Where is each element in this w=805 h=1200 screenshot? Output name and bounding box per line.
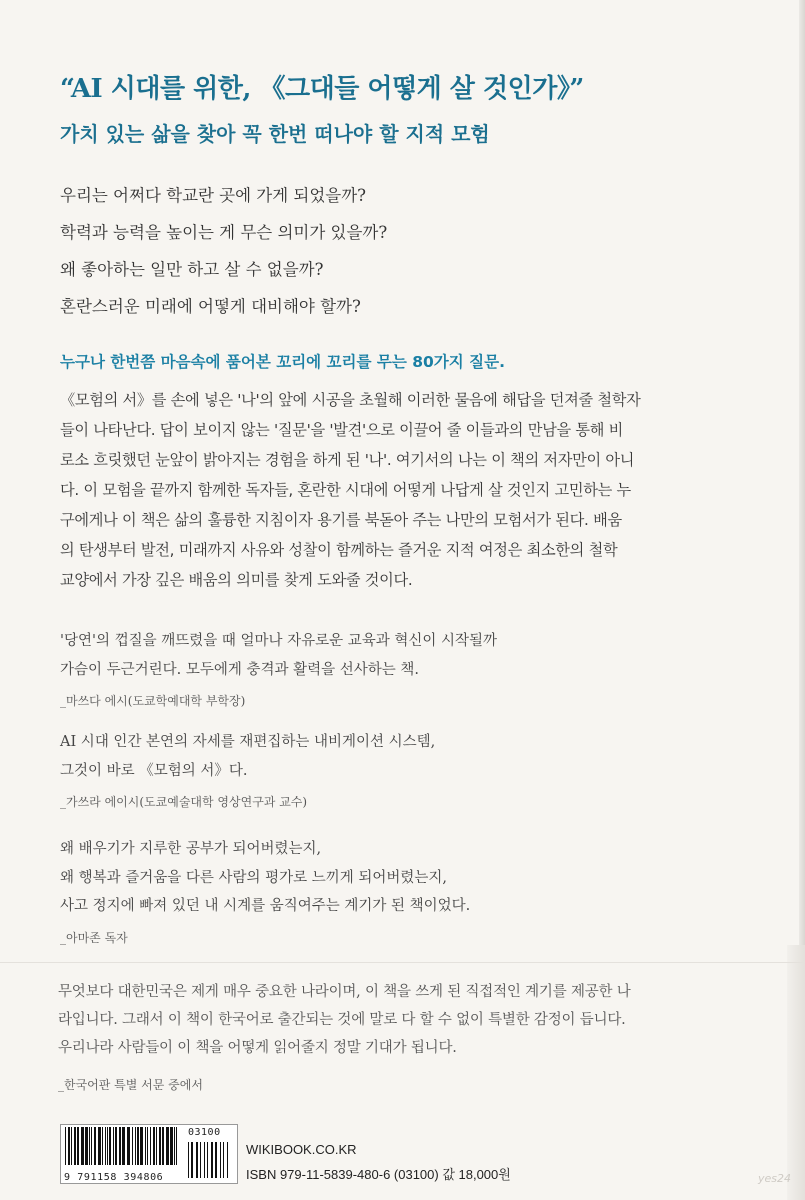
intro-line: 누구나 한번쯤 마음속에 품어본 꼬리에 꼬리를 무는 80가지 질문. [60, 353, 505, 371]
review-quote [60, 835, 470, 949]
barcode-bar [98, 1127, 101, 1165]
barcode-bar [77, 1127, 79, 1165]
barcode-bar [132, 1127, 133, 1165]
quote-line: '당연'의 껍질을 깨뜨렸을 때 얼마나 자유로운 교육과 혁신이 시작될까 [60, 633, 498, 649]
addon-bar [207, 1142, 208, 1178]
publisher-site: WIKIBOOK.CO.KR [246, 1142, 357, 1157]
section-divider [0, 962, 805, 963]
barcode-bars [61, 1125, 181, 1169]
barcode-bar [145, 1127, 146, 1165]
addon-bar [200, 1142, 201, 1178]
subheadline: 가치 있는 삶을 찾아 꼭 한번 떠나야 할 지적 모험 [60, 122, 490, 146]
barcode-bar [174, 1127, 175, 1165]
isbn-price: ISBN 979-11-5839-480-6 (03100) 값 18,000원 [246, 1167, 511, 1182]
addon-bar [211, 1142, 213, 1178]
quote-line: 가슴이 두근거린다. 모두에게 충격과 활력을 선사하는 책. [60, 661, 420, 678]
foreword-line: 라입니다. 그래서 이 책이 한국어로 출간되는 것에 말로 다 할 수 없이 특별한 감정이 듭니다. [58, 1012, 626, 1028]
quote-source: _아마존 독자 [60, 930, 128, 945]
barcode-bar [166, 1127, 169, 1165]
cover-lower-edge [787, 945, 805, 1200]
barcode-bar [71, 1127, 72, 1165]
addon-barcode-bars [186, 1142, 234, 1180]
quote-source: _가쓰라 에이시(도쿄예술대학 영상연구과 교수) [60, 795, 308, 809]
addon-bar [223, 1142, 224, 1178]
addon-code: 03100 [188, 1127, 221, 1138]
barcode-bar [109, 1127, 111, 1165]
foreword-line: 무엇보다 대한민국은 제게 매우 중요한 나라이며, 이 책을 쓰게 된 직접적인 계기를 제공한 나 [58, 984, 631, 1000]
barcode-bar [94, 1127, 96, 1165]
addon-bar [204, 1142, 205, 1178]
barcode-bar [150, 1127, 151, 1165]
barcode-bar [91, 1127, 92, 1165]
barcode-bar [85, 1127, 88, 1165]
addon-bar [215, 1142, 217, 1178]
description-line: 구에게나 이 책은 삶의 훌륭한 지침이자 용기를 북돋아 주는 나만의 모험서가 된다. 배움 [60, 511, 622, 529]
barcode-bar [89, 1127, 90, 1165]
barcode-bar [74, 1127, 76, 1165]
headline: “AI 시대를 위한, 《그대들 어떻게 살 것인가》” [60, 74, 584, 104]
barcode-bar [127, 1127, 130, 1165]
barcode-bar [113, 1127, 114, 1165]
description-line: 교양에서 가장 깊은 배움의 의미를 찾게 도와줄 것이다. [60, 571, 413, 589]
quote-line: 왜 배우기가 지루한 공부가 되어버렸는지, [60, 841, 322, 857]
quote-line: 왜 행복과 즐거움을 다른 사람의 평가로 느끼게 되어버렸는지, [60, 869, 448, 886]
barcode-bar [105, 1127, 106, 1165]
barcode-bar [137, 1127, 139, 1165]
quote-source: _마쓰다 에시(도쿄학예대학 부학장) [60, 694, 246, 708]
addon-bar [191, 1142, 193, 1178]
barcode-bar [140, 1127, 143, 1165]
quote-line: AI 시대 인간 본연의 자세를 재편집하는 내비게이션 시스템, [60, 734, 436, 750]
question-list [60, 177, 387, 325]
addon-bar [227, 1142, 228, 1178]
description-line: 로소 흐릿했던 눈앞이 밝아지는 경험을 하게 된 '나'. 여기서의 나는 이 책의 저자만이 아니 [60, 451, 635, 469]
barcode-bar [147, 1127, 148, 1165]
barcode-number: 9 791158 394806 [64, 1172, 164, 1183]
question-item: 혼란스러운 미래에 어떻게 대비해야 할까? [60, 297, 361, 316]
description-line: 《모험의 서》를 손에 넣은 '나'의 앞에 시공을 초월해 이러한 물음에 해답을 던져줄 철학자 [60, 391, 641, 409]
review-quote [60, 627, 497, 712]
quote-line: 그것이 바로 《모험의 서》다. [60, 762, 248, 779]
addon-bar [188, 1142, 189, 1178]
barcode-bar [162, 1127, 164, 1165]
question-item: 우리는 어쩌다 학교란 곳에 가게 되었을까? [60, 186, 367, 205]
barcode-bar [119, 1127, 121, 1165]
barcode-bar [115, 1127, 117, 1165]
question-item: 학력과 능력을 높이는 게 무슨 의미가 있을까? [60, 223, 388, 242]
barcode-bar [176, 1127, 177, 1165]
barcode-bar [107, 1127, 108, 1165]
description-line: 다. 이 모험을 끝까지 함께한 독자들, 혼란한 시대에 어떻게 나답게 살 것인지 고민하는 누 [60, 481, 631, 499]
description-line: 의 탄생부터 발전, 미래까지 사유와 성찰이 함께하는 즐거운 지적 여정은 최소한의 철학 [60, 541, 618, 559]
barcode-bar [156, 1127, 157, 1165]
barcode-bar [68, 1127, 70, 1165]
barcode-bar [159, 1127, 161, 1165]
foreword-source: _한국어판 특별 서문 중에서 [58, 1078, 203, 1092]
barcode-bar [153, 1127, 155, 1165]
description-paragraph [60, 385, 750, 595]
addon-bar [196, 1142, 198, 1178]
watermark: yes24 [758, 1172, 792, 1185]
barcode-bar [65, 1127, 66, 1165]
barcode-bar [81, 1127, 84, 1165]
addon-bar [220, 1142, 221, 1178]
barcode-bar [170, 1127, 173, 1165]
foreword-excerpt [58, 978, 631, 1093]
barcode-bar [135, 1127, 136, 1165]
barcode-bar [102, 1127, 103, 1165]
quote-line: 사고 정지에 빠져 있던 내 시계를 움직여주는 계기가 된 책이었다. [60, 898, 471, 914]
foreword-line: 우리나라 사람들이 이 책을 어떻게 읽어줄지 정말 기대가 됩니다. [58, 1040, 457, 1056]
question-item: 왜 좋아하는 일만 하고 살 수 없을까? [60, 260, 324, 279]
description-line: 들이 나타난다. 답이 보이지 않는 '질문'을 '발견'으로 이끌어 줄 이들과의 만남을 통해 비 [60, 421, 623, 439]
review-quote [60, 728, 435, 813]
barcode-bar [122, 1127, 125, 1165]
